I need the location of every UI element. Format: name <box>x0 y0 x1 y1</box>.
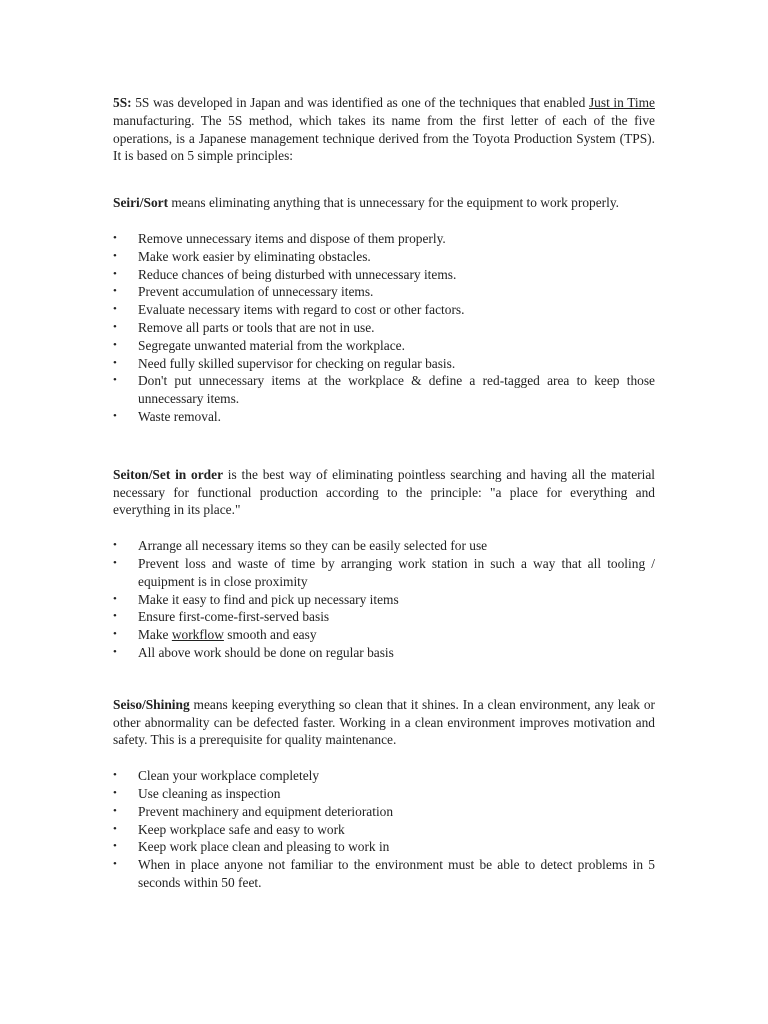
bullet-icon: • <box>113 840 117 853</box>
list-item: • Need fully skilled supervisor for checking on regular basis. <box>113 355 456 371</box>
bullet-icon: • <box>113 822 117 835</box>
list-item: • Evaluate necessary items with regard to cost or other factors. <box>113 302 465 318</box>
shining-text: means keeping everything so clean that it shines. In a clean environment, any leak or other abnormality can be defected faster. Working in a clean environment improves motivation and safety. This is a prerequisite for quality maintenance. <box>113 696 655 748</box>
bullet-icon: • <box>113 539 117 552</box>
intro-term: 5S: <box>113 95 132 110</box>
just-in-time-link[interactable]: Just in Time <box>588 95 655 110</box>
list-item: • Prevent loss and waste of time by arranging work station in such a way that all tooling / equipment is in close proximity <box>113 555 655 589</box>
bullet-icon: • <box>113 610 117 623</box>
sort-list <box>113 230 655 426</box>
list-item: • Arrange all necessary items so they can be easily selected for use <box>113 538 488 554</box>
bullet-icon: • <box>113 556 117 569</box>
workflow-link[interactable]: workflow <box>171 627 224 643</box>
intro-text-pre: 5S was developed in Japan and was identified as one of the techniques that enabled <box>131 95 589 110</box>
bullet-icon: • <box>113 592 117 605</box>
list-item: • Remove all parts or tools that are not in use. <box>113 319 375 335</box>
set-in-order-paragraph <box>113 466 655 519</box>
bullet-icon: • <box>113 858 117 871</box>
list-item: • Waste removal. <box>113 408 221 424</box>
shining-paragraph <box>113 696 655 749</box>
sort-paragraph <box>113 194 655 212</box>
bullet-icon: • <box>113 303 117 316</box>
list-item: • Ensure first-come-first-served basis <box>113 609 330 625</box>
list-item: • Keep workplace safe and easy to work <box>113 821 345 837</box>
bullet-icon: • <box>113 804 117 817</box>
list-item: • Don't put unnecessary items at the workplace & define a red-tagged area to keep those unnecessary items. <box>113 373 655 407</box>
bullet-icon: • <box>113 769 117 782</box>
shining-term: Seiso/Shining <box>113 696 190 712</box>
intro-text-post: manufacturing. The 5S method, which takes its name from the first letter of each of the five operations, is a Japanese management technique derived from the Toyota Production System (TPS). It is based on 5 simple principles: <box>113 112 655 164</box>
list-item: • Make it easy to find and pick up necessary items <box>113 591 399 607</box>
bullet-icon: • <box>113 409 117 422</box>
bullet-icon: • <box>113 231 117 244</box>
list-item: • Remove unnecessary items and dispose of them properly. <box>113 230 446 246</box>
list-item: • Reduce chances of being disturbed with unnecessary items. <box>113 266 457 282</box>
bullet-icon: • <box>113 356 117 369</box>
bullet-icon: • <box>113 645 117 658</box>
list-item: • Keep work place clean and pleasing to work in <box>113 839 390 855</box>
list-item: • Prevent machinery and equipment deterioration <box>113 803 394 819</box>
bullet-icon: • <box>113 285 117 298</box>
document-body <box>113 94 655 892</box>
sort-term: Seiri/Sort <box>113 195 169 211</box>
intro-paragraph <box>113 94 655 165</box>
bullet-icon: • <box>113 374 117 387</box>
list-item: • When in place anyone not familiar to the environment must be able to detect problems in 5 seconds within 50 feet. <box>113 857 655 890</box>
bullet-icon: • <box>113 320 117 333</box>
list-item: • Segregate unwanted material from the workplace. <box>113 337 405 353</box>
bullet-icon: • <box>113 338 117 351</box>
bullet-icon: • <box>113 786 117 799</box>
list-item: • Use cleaning as inspection <box>113 785 281 801</box>
list-item: • Clean your workplace completely <box>113 768 320 784</box>
list-item: • All above work should be done on regular basis <box>113 644 394 660</box>
sort-text: means eliminating anything that is unnecessary for the equipment to work properly. <box>168 195 619 211</box>
bullet-icon: • <box>113 249 117 262</box>
set-in-order-term: Seiton/Set in order <box>113 466 224 482</box>
list-item: • Make work easier by eliminating obstacles. <box>113 248 371 264</box>
list-item: • Prevent accumulation of unnecessary items. <box>113 284 374 300</box>
bullet-icon: • <box>113 628 117 641</box>
shining-list <box>113 767 655 892</box>
list-item: • Make workflow smooth and easy <box>113 627 317 643</box>
set-in-order-text: is the best way of eliminating pointless searching and having all the material necessary for functional production according to the principle: "a place for everything and everything in its place." <box>113 466 655 518</box>
set-in-order-list <box>113 537 655 662</box>
bullet-icon: • <box>113 267 117 280</box>
